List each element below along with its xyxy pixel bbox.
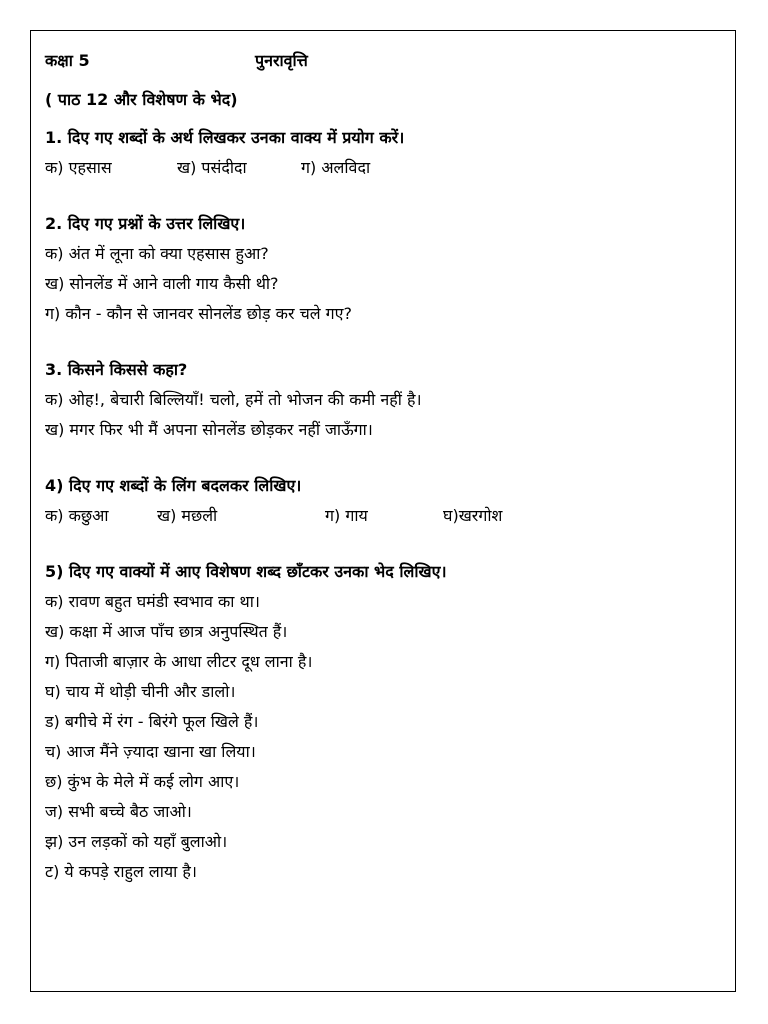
word-option: घ)खरगोश	[443, 506, 503, 525]
section-2	[45, 209, 721, 329]
section-3-heading: 3. किसने किससे कहा?	[45, 360, 188, 379]
sentence-item: छ) कुंभ के मेले में कई लोग आए।	[45, 772, 240, 791]
section-5-heading: 5) दिए गए वाक्यों में आए विशेषण शब्द छाँटकर उनका भेद लिखिए।	[45, 562, 447, 581]
section-4-heading: 4) दिए गए शब्दों के लिंग बदलकर लिखिए।	[45, 476, 302, 495]
sentence-item: घ) चाय में थोड़ी चीनी और डालो।	[45, 682, 236, 701]
worksheet-header	[45, 45, 721, 77]
word-option: ख) पसंदीदा	[177, 158, 247, 177]
class-label: कक्षा 5	[45, 51, 90, 70]
word-option: क) कछुआ	[45, 506, 109, 525]
section-1-words	[45, 153, 721, 183]
word-option: ख) मछली	[157, 506, 218, 525]
sentence-item: झ) उन लड़कों को यहाँ बुलाओ।	[45, 832, 228, 851]
sentence-item: क) रावण बहुत घमंडी स्वभाव का था।	[45, 592, 260, 611]
word-option: ग) गाय	[325, 506, 368, 525]
sentence-item: च) आज मैंने ज़्यादा खाना खा लिया।	[45, 742, 256, 761]
worksheet-title: पुनरावृत्ति	[255, 51, 308, 70]
quote-item: ख) मगर फिर भी मैं अपना सोनलेंड छोड़कर नहीं जाऊँगा।	[45, 420, 373, 439]
section-2-heading: 2. दिए गए प्रश्नों के उत्तर लिखिए।	[45, 214, 246, 233]
question-item: ख) सोनलेंड में आने वाली गाय कैसी थी?	[45, 274, 279, 293]
sentence-item: ड) बगीचे में रंग - बिरंगे फूल खिले हैं।	[45, 712, 259, 731]
worksheet-content	[45, 45, 721, 887]
sentence-item: ज) सभी बच्चे बैठ जाओ।	[45, 802, 192, 821]
section-1-heading: 1. दिए गए शब्दों के अर्थ लिखकर उनका वाक्य में प्रयोग करें।	[45, 128, 405, 147]
section-3	[45, 355, 721, 445]
section-4-words	[45, 501, 721, 531]
section-4	[45, 471, 721, 531]
lesson-subtitle: ( पाठ 12 और विशेषण के भेद)	[45, 90, 238, 109]
sentence-item: ग) पिताजी बाज़ार के आधा लीटर दूध लाना है।	[45, 652, 313, 671]
section-1	[45, 123, 721, 183]
sentence-item: ख) कक्षा में आज पाँच छात्र अनुपस्थित हैं।	[45, 622, 288, 641]
word-option: क) एहसास	[45, 158, 112, 177]
section-5	[45, 557, 721, 887]
word-option: ग) अलविदा	[301, 158, 371, 177]
question-item: क) अंत में लूना को क्या एहसास हुआ?	[45, 244, 269, 263]
page-border	[30, 30, 736, 992]
quote-item: क) ओह!, बेचारी बिल्लियाँ! चलो, हमें तो भोजन की कमी नहीं है।	[45, 390, 422, 409]
question-item: ग) कौन - कौन से जानवर सोनलेंड छोड़ कर चले गए?	[45, 304, 353, 323]
sentence-item: ट) ये कपड़े राहुल लाया है।	[45, 862, 197, 881]
